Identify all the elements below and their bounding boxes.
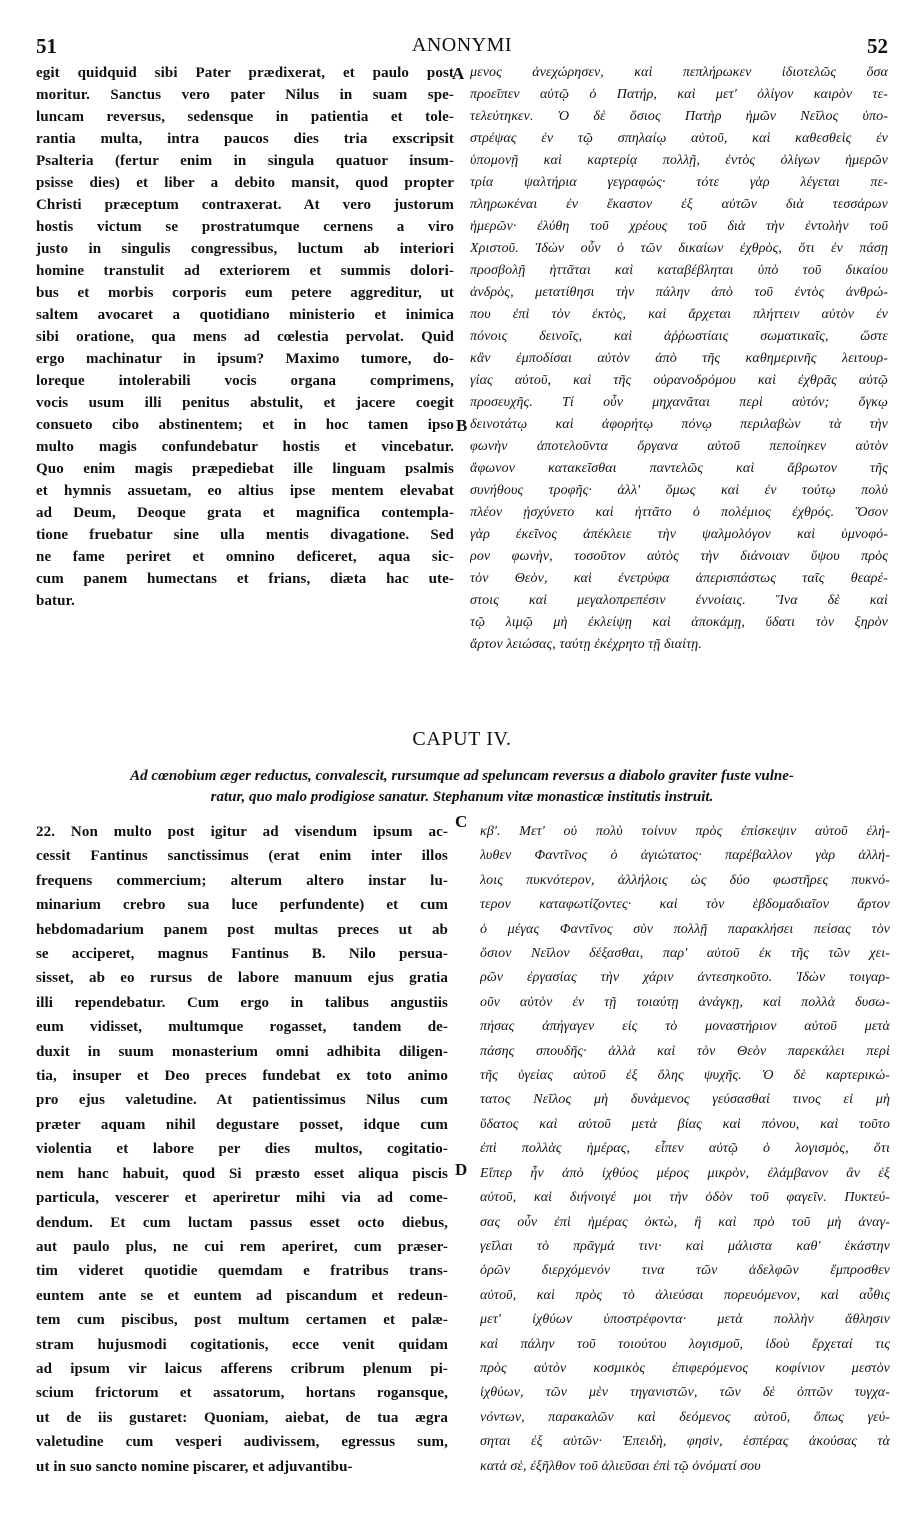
text-line: λοις πυκνότερον, ἀλλήλοις ὡς δύο φωστῆρες πυκνό-: [480, 872, 890, 888]
text-line: moritur. Sanctus vero pater Nilus in suam spe-: [36, 87, 454, 103]
text-line: ἄφωνον κατακεῖσθαι παντελῶς καὶ ἄβρωτον τῆς: [470, 461, 888, 476]
text-line: προσβολῇ ἡττᾶται καὶ καταβέβληται ὑπὸ τοῦ δικαίου: [470, 263, 888, 278]
text-line: ρῶν ἐργασίας τὴν χάριν ἀντεσηκοῦτο. Ἰδὼν τοιγαρ-: [480, 970, 890, 986]
text-line: αὐτοῦ, καὶ διήνοιγέ μοι τὴν ὁδὸν τοῦ φαγεῖν. Πυκτεύ-: [480, 1190, 890, 1206]
page-number-right: 52: [867, 34, 888, 58]
text-line: οῦν αὐτὸν ἐν τῇ τοιαύτῃ ἀνάγκῃ, καὶ πολλὰ δυσω-: [480, 994, 890, 1010]
text-line: προσευχῆς. Τί οὖν μηχανᾶται περὶ αὐτόν; ὄγκῳ: [470, 395, 888, 410]
page-header: [36, 34, 888, 60]
text-line: γὰρ ἐκεῖνος ἀπέκλειε τὴν ψαλμολόγον καὶ ὑμνοφό-: [470, 527, 888, 542]
text-line: eum vidisset, multumque rogasset, tandem de-: [36, 1019, 448, 1036]
text-line: pro ejus valetudine. At patientissimus Nilus cum: [36, 1092, 448, 1109]
text-line: αὐτοῦ, καὶ πρὸς τὸ ἁλιεύσαι πορευόμενον, καὶ αὖθις: [480, 1287, 890, 1303]
text-line: γίας αὐτοῦ, καὶ τῆς οὐρανοδρόμου καὶ ἐχθρᾶς αὐτῷ: [470, 373, 888, 388]
text-line: ἰχθύων, τῶν μὲν τηγανιστῶν, τῶν δὲ ὀπτῶν τυγχα-: [480, 1385, 890, 1401]
chapter-summary-line: Ad cœnobium æger reductus, convalescit, rursumque ad speluncam reversus a diabolo graviter fuste vulne-: [130, 768, 794, 784]
text-line: σηται ἐξ αὐτῶν· Ἐπειδὴ, φησὶν, ἑσπέρας ἀκούσας τὰ: [480, 1434, 890, 1450]
text-line: ὅσιον Νεῖλον δέξασθαι, παρ' αὐτοῦ ἐκ τῆς τῶν χει-: [480, 946, 890, 962]
text-line: ὑπομονῇ καὶ καρτερίᾳ πολλῇ, ἐντὸς ὀλίγων ἡμερῶν: [470, 153, 888, 168]
text-line: πληρωκέναι ἐν ἕκαστον ἐξ αὐτῶν διὰ τεσσάρων: [470, 197, 888, 212]
text-line: justo in singulis congressibus, luctum ab interiori: [36, 241, 454, 257]
text-line: violentia et labore per dies multos, cogitatio-: [36, 1141, 448, 1158]
text-line: τελεύτηκεν. Ὁ δὲ ὅσιος Πατὴρ ἡμῶν Νεῖλος ὑπο-: [470, 109, 888, 124]
text-line: δεινοτάτῳ καὶ ἀφορήτῳ πόνῳ περιλαβὼν τὰ τὴν: [470, 417, 888, 432]
text-line: tim videret quotidie quemdam e fratribus trans-: [36, 1263, 448, 1280]
page-number-left: 51: [36, 34, 57, 58]
text-line: cum panem humectans et frians, diæta hac ute-: [36, 571, 454, 587]
text-line: στρέψας ἐν τῷ σπηλαίῳ αὐτοῦ, καὶ καθεσθεὶς ἐν: [470, 131, 888, 146]
text-line: homine transtulit ad exteriorem et summis dolori-: [36, 263, 454, 279]
text-line: κατὰ σὲ, ἐξῆλθον τοῦ ἁλιεῦσαι ἐπὶ τῷ ὀνόματί σου: [480, 1458, 761, 1474]
text-line: ad ipsum vir laicus afferens cribrum plenum pi-: [36, 1360, 448, 1377]
text-line: πόνοις δεινοῖς, καὶ ἀῤῥωστίαις σωματικαῖς, ὥστε: [470, 329, 888, 344]
text-line: hebdomadarium panem post multas preces ut ab: [36, 921, 448, 938]
text-line: stram hujusmodi cogitationis, ecce venit quidam: [36, 1336, 448, 1353]
text-line: Εἴπερ ἦν ἀπὸ ἰχθύος μέρος μικρὸν, ἐλάμβανον ἂν ἐξ: [480, 1165, 890, 1181]
text-line: κβ'. Μετ' οὐ πολὺ τοίνυν πρὸς ἐπίσκεψιν αὐτοῦ ἐλή-: [480, 824, 890, 839]
marker-a: A: [452, 64, 465, 83]
text-line: τερον καταφωτίζοντες· καὶ τὸν ἑβδομαδιαῖον ἄρτον: [480, 897, 890, 913]
text-line: frequens commercium; alterum altero instar lu-: [36, 872, 448, 889]
text-line: νόντων, παρακαλῶν καὶ δεόμενος αὐτοῦ, ὅπως γεύ-: [480, 1409, 890, 1425]
chapter-heading: CAPUT IV.: [412, 728, 512, 750]
text-line: τῆς ὑγείας αὐτοῦ ἐξ ὅλης ψυχῆς. Ὁ δὲ καρτερικώ-: [480, 1068, 890, 1084]
text-line: ρον φωνὴν, τοσοῦτον αὐτὸς τὴν διάνοιαν ὕψου πρὸς: [470, 549, 888, 564]
text-line: bus et morbis corporis eum petere aggreditur, ut: [36, 285, 454, 301]
text-line: πρὸς αὐτὸν κοσμικὸς ἐπιφερόμενος κοφίνιον μεστὸν: [480, 1360, 890, 1376]
text-line: tia, insuper et Deo preces fundebat ex toto animo: [36, 1068, 448, 1085]
greek-column-top: [470, 62, 888, 656]
text-line: nem hanc habuit, quod Si præsto esset aliqua piscis: [36, 1165, 448, 1182]
text-line: πλέον ᾐσχύνετο καὶ ἡττᾶτο ὁ πολέμιος ἐχθρός. Ὅσον: [470, 505, 888, 520]
text-line: ὁ μέγας Φαντῖνος σὺν πολλῇ παρακλήσει πείσας τὸν: [480, 921, 890, 937]
text-line: sisset, ab eo rursus de labore manuum ejus gratia: [36, 970, 448, 987]
text-line: πήσας ἀπήγαγεν εἰς τὸ μοναστήριον αὐτοῦ μετὰ: [480, 1019, 890, 1035]
text-line: τρία ψαλτήρια γεγραφώς· τότε γὰρ λέγεται πε-: [470, 175, 888, 190]
text-line: se acciperet, magnus Fantinus B. Nilo persua-: [36, 946, 448, 963]
text-line: γεῖλαι τὸ πρᾶγμά τινι· καὶ μάλιστα καθ' ἑκάστην: [480, 1238, 890, 1254]
latin-column-top: [36, 62, 454, 612]
text-line: sibi oratione, qua mens ad cœlestia pervolat. Quid: [36, 329, 454, 345]
text-line: hostis victum se prostratumque cernens a viro: [36, 219, 454, 235]
text-line: Quo enim magis præpediebat ille linguam psalmis: [36, 461, 454, 477]
text-line: cessit Fantinus sanctissimus (erat enim inter illos: [36, 848, 448, 865]
text-line: προεῖπεν αὐτῷ ὁ Πατήρ, καὶ μετ' ὀλίγον καιρὸν τε-: [470, 87, 888, 102]
text-line: tem cum piscibus, post multum certamen et palæ-: [36, 1312, 448, 1329]
text-line: saltem avocaret a quotidiano ministerio et inimica: [36, 307, 454, 323]
text-line: illi rependebatur. Cum ergo in talibus angustiis: [36, 994, 448, 1011]
text-line: πάσης σπουδῆς· ἀλλὰ καὶ τὸν Θεὸν παρεκάλει περὶ: [480, 1043, 890, 1059]
running-title: ANONYMI: [411, 34, 513, 56]
chapter-summary-line: ratur, quo malo prodigiose sanatur. Stephanum vitæ monasticæ institutis instruit.: [210, 789, 714, 805]
text-line: τὸν Θεὸν, καὶ ἐνετρύφα ἀπερισπάστως ταῖς θεαρέ-: [470, 571, 888, 586]
text-line: λυθεν Φαντῖνος ὁ ἁγιώτατος· παρέβαλλον γὰρ ἀλλή-: [480, 848, 890, 864]
text-line: ἐπὶ πολλὰς ἡμέρας, εἶπεν αὐτῷ ὁ λογισμὸς, ὅτι: [480, 1141, 890, 1157]
text-line: στοις καὶ μεγαλοπρεπέσιν ἐννοίαις. Ἵνα δὲ καὶ: [470, 593, 888, 608]
marker-d: D: [455, 1160, 468, 1179]
text-line: euntem ante se et euntem ad piscandum et redeun-: [36, 1287, 448, 1304]
text-line: Psalteria (fertur enim in singula quatuor insum-: [36, 153, 454, 169]
text-line: ἡμερῶν· ἐλύθη τοῦ χρέους τοῦ διὰ τὴν ἐντολὴν τοῦ: [470, 219, 888, 234]
text-line: præter aquam nihil degustare posset, idque cum: [36, 1116, 448, 1133]
text-line: τατος Νεῖλος μὴ δυνάμενος γεύσασθαί τινος εἰ μὴ: [480, 1092, 890, 1108]
text-line: ὕδατος καὶ αὐτοῦ μετὰ βίας καὶ πόνου, καὶ τοῦτο: [480, 1116, 890, 1132]
greek-column-bottom: [480, 820, 890, 1479]
text-line: multo magis confundebatur hostis et vincebatur.: [36, 439, 454, 455]
text-line: ne fame periret et omnino deficeret, aqua sic-: [36, 549, 454, 565]
text-line: συνήθους τροφῆς· ἀλλ' ὅμως καὶ ἐν τούτῳ πολὺ: [470, 483, 888, 498]
marker-c: C: [455, 812, 468, 831]
text-line: σας οὖν ἐπὶ ἡμέρας ὀκτὼ, ἢ καὶ πρὸ τοῦ μὴ ἀναγ-: [480, 1214, 890, 1230]
text-line: ergo machinatur in ipsum? Maximo tumore, do-: [36, 351, 454, 367]
latin-column-bottom: [36, 820, 448, 1479]
text-line: φωνὴν ἀποτελοῦντα ὄργανα αὐτοῦ πεποίηκεν αὐτὸν: [470, 439, 888, 454]
text-line: particula, vescerer et aperiretur mihi via ad come-: [36, 1190, 448, 1207]
text-line: ad Deum, Deoque grata et magnifica contempla-: [36, 505, 454, 521]
text-line: loreque intolerabili vocis organa comprimens,: [36, 373, 454, 389]
text-line: valetudine cum vesperi audivissem, egressus sum,: [36, 1434, 448, 1451]
text-line: 22. Non multo post igitur ad visendum ipsum ac-: [36, 824, 448, 840]
text-line: rantia multa, intra paucos dies tria exscripsit: [36, 131, 454, 147]
text-line: καὶ πάλην τοῦ τοιούτου λογισμοῦ, ἰδοὺ ἔρχεταί τις: [480, 1336, 890, 1352]
text-line: ἄρτον λειώσας, ταύτῃ ἐκέχρητο τῇ διαίτῃ.: [470, 637, 702, 652]
chapter-summary: [30, 766, 894, 808]
text-line: duxit in suum monasterium omni adhibita diligen-: [36, 1043, 448, 1060]
text-line: που ἐπὶ τὸν ἐκτὸς, καὶ ἄρχεται πλήττειν αὐτὸν ἐν: [470, 307, 888, 322]
text-line: dendum. Et cum luctam passus esset octo diebus,: [36, 1214, 448, 1231]
marker-b: B: [456, 416, 468, 435]
text-line: μενος ἀνεχώρησεν, καὶ πεπλήρωκεν ἰδιοτελῶς ὅσα: [470, 65, 888, 80]
text-line: psisse dies) et liber a debito mansit, quod propter: [36, 175, 454, 191]
text-line: μετ' ἰχθύων ὑποστρέφοντα· μετὰ πολλὴν ἄθλησιν: [480, 1312, 890, 1328]
text-line: ἀνδρὸς, μετατίθησι τὴν πάλην ἀπὸ τοῦ ἐντὸς ἀνθρώ-: [470, 285, 888, 300]
text-line: vocis usum illi penitus abstulit, et jacere coegit: [36, 395, 454, 411]
text-line: minarium crebro sua luce perfundente) et cum: [36, 897, 448, 914]
text-line: τῷ λιμῷ μὴ ἐκλείψῃ καὶ ἀποκάμῃ, ὕδατι τὸν ξηρὸν: [470, 615, 888, 630]
text-line: Χριστοῦ. Ἰδὼν οὖν ὁ τῶν δικαίων ἐχθρὸς, ὅτι ἐν πάσῃ: [470, 241, 888, 256]
text-line: batur.: [36, 593, 75, 609]
text-line: ut de iis gustaret: Quoniam, aiebat, de tua ægra: [36, 1409, 448, 1426]
text-line: et hymnis assuetam, eo altius ipse mentem elevabat: [36, 483, 454, 499]
text-line: consueto cibo abstinentem; et in hoc tamen ipso: [36, 417, 454, 433]
text-line: ut in suo sancto nomine piscarer, et adjuvantibu-: [36, 1458, 353, 1475]
text-line: aut paulo plus, ne cui rem aperiret, cum præser-: [36, 1238, 448, 1255]
text-line: tione fruebatur sine ulla mentis divagatione. Sed: [36, 527, 454, 543]
text-line: scium frictorum et assatorum, hortans rogansque,: [36, 1385, 448, 1402]
text-line: κἂν ἐμποδίσαι αὐτὸν ἀπὸ τῆς καθημερινῆς λειτουρ-: [470, 351, 888, 366]
text-line: luncam reversus, sedensque in patientia et tole-: [36, 109, 454, 125]
text-line: ὁρῶν διερχόμενόν τινα τῶν ἀδελφῶν ἔμπροσθεν: [480, 1263, 890, 1279]
text-line: Christi præceptum contraxerat. At vero justorum: [36, 197, 454, 213]
text-line: egit quidquid sibi Pater prædixerat, et paulo post: [36, 65, 454, 81]
